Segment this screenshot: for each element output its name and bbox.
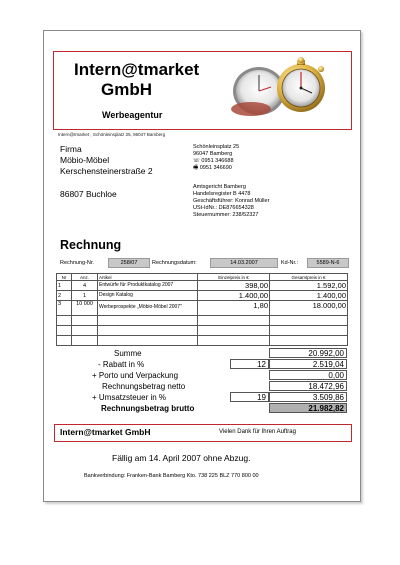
recipient-line4: 86807 Buchloe xyxy=(60,189,117,199)
table-row-empty xyxy=(57,316,348,326)
sender-line: Intern@tmarket , Schönleinsplatz 25, 96047 Bamberg xyxy=(58,132,166,137)
cell-gesamtpreis: 18.000,00 xyxy=(270,301,348,316)
cell-gesamtpreis: 1.400,00 xyxy=(270,291,348,301)
customer-number: 5589-N-6 xyxy=(307,258,349,268)
recipient-line1: Firma xyxy=(60,144,82,154)
invoice-items-table xyxy=(56,273,348,346)
company-court: Amtsgericht Bamberg xyxy=(193,184,246,190)
recipient-line3: Kerschensteinerstraße 2 xyxy=(60,166,153,176)
cell-einzelpreis: 1.400,00 xyxy=(198,291,270,301)
invoice-date: 14.03.2007 xyxy=(210,258,278,268)
cell-artikel: Werbeprospekte „Möbio-Möbel 2007" xyxy=(98,301,198,316)
summe-value: 20.992,00 xyxy=(269,348,347,358)
bank-details: Bankverbindung: Franken-Bank Bamberg Kto. 738 225 BLZ 770 800 00 xyxy=(84,473,259,479)
ust-label: + Umsatzsteuer in % xyxy=(92,393,167,402)
company-tagline: Werbeagentur xyxy=(102,110,163,120)
cell-nr: 1 xyxy=(57,281,72,291)
header-nr: Nr xyxy=(57,274,72,281)
invoice-number: 258/07 xyxy=(108,258,150,268)
cell-gesamtpreis: 1.592,00 xyxy=(270,281,348,291)
company-tax-no: Steuernummer: 238/52327 xyxy=(193,212,259,218)
ust-value: 3.509,86 xyxy=(269,392,347,402)
company-manager: Geschäftsführer: Konrad Müller xyxy=(193,198,270,204)
company-fax-row xyxy=(193,165,232,172)
table-row xyxy=(57,301,348,316)
table-row xyxy=(57,281,348,291)
invoice-page xyxy=(43,30,361,502)
company-register: Handelsregister B 4478 xyxy=(193,191,251,197)
rabatt-percent: 12 xyxy=(230,359,269,369)
cell-anz: 10 000 xyxy=(72,301,98,316)
header-einzelpreis: Einzelpreis in € xyxy=(198,274,270,281)
invoice-date-label: Rechnungsdatum: xyxy=(152,260,197,266)
invoice-title: Rechnung xyxy=(60,238,122,252)
header-artikel: Artikel xyxy=(98,274,198,281)
netto-label: Rechnungsbetrag netto xyxy=(102,382,186,391)
cell-nr: 2 xyxy=(57,291,72,301)
phone-icon: ☏ xyxy=(193,158,202,164)
company-phone-row xyxy=(193,158,234,165)
table-row xyxy=(57,291,348,301)
footer-company: Intern@tmarket GmbH xyxy=(60,427,151,437)
table-row-empty xyxy=(57,336,348,346)
company-name-line1: Intern@tmarket xyxy=(74,60,200,79)
cell-anz: 4 xyxy=(72,281,98,291)
brutto-value: 21.982,82 xyxy=(269,403,347,413)
rabatt-label: - Rabatt in % xyxy=(98,360,145,369)
company-city: 96047 Bamberg xyxy=(193,151,233,157)
cell-anz: 1 xyxy=(72,291,98,301)
recipient-line2: Möbio-Möbel xyxy=(60,155,110,165)
footer-thanks: Vielen Dank für Ihren Auftrag xyxy=(219,429,296,435)
stopwatch-image xyxy=(229,57,339,119)
cell-einzelpreis: 1,80 xyxy=(198,301,270,316)
header-anz: Anz. xyxy=(72,274,98,281)
company-phone: 0951 346688 xyxy=(201,158,234,164)
table-header-row xyxy=(57,274,348,281)
rabatt-value: 2.519,04 xyxy=(269,359,347,369)
fax-icon: 🖷 xyxy=(193,165,200,171)
cell-artikel: Design Katalog xyxy=(98,291,198,301)
summe-label: Summe xyxy=(114,349,142,358)
due-date-note: Fällig am 14. April 2007 ohne Abzug. xyxy=(112,453,251,463)
company-fax: 0951 346690 xyxy=(199,165,232,171)
company-street: Schönleinsplatz 25 xyxy=(193,144,240,150)
table-row-empty xyxy=(57,326,348,336)
cell-einzelpreis: 398,00 xyxy=(198,281,270,291)
porto-label: + Porto und Verpackung xyxy=(92,371,179,380)
customer-number-label: Kd-Nr.: xyxy=(281,260,299,266)
netto-value: 18.472,96 xyxy=(269,381,347,391)
cell-nr: 3 xyxy=(57,301,72,316)
cell-artikel: Entwürfe für Produktkatalog 2007 xyxy=(98,281,198,291)
company-name-line2: GmbH xyxy=(101,80,152,99)
ust-percent: 19 xyxy=(230,392,269,402)
invoice-number-label: Rechnung-Nr. xyxy=(60,260,94,266)
company-vat-id: USt-IdNr.: DE876654328 xyxy=(193,205,254,211)
brutto-label: Rechnungsbetrag brutto xyxy=(101,404,195,413)
porto-value: 0,00 xyxy=(269,370,347,380)
header-gesamtpreis: Gesamtpreis in € xyxy=(270,274,348,281)
